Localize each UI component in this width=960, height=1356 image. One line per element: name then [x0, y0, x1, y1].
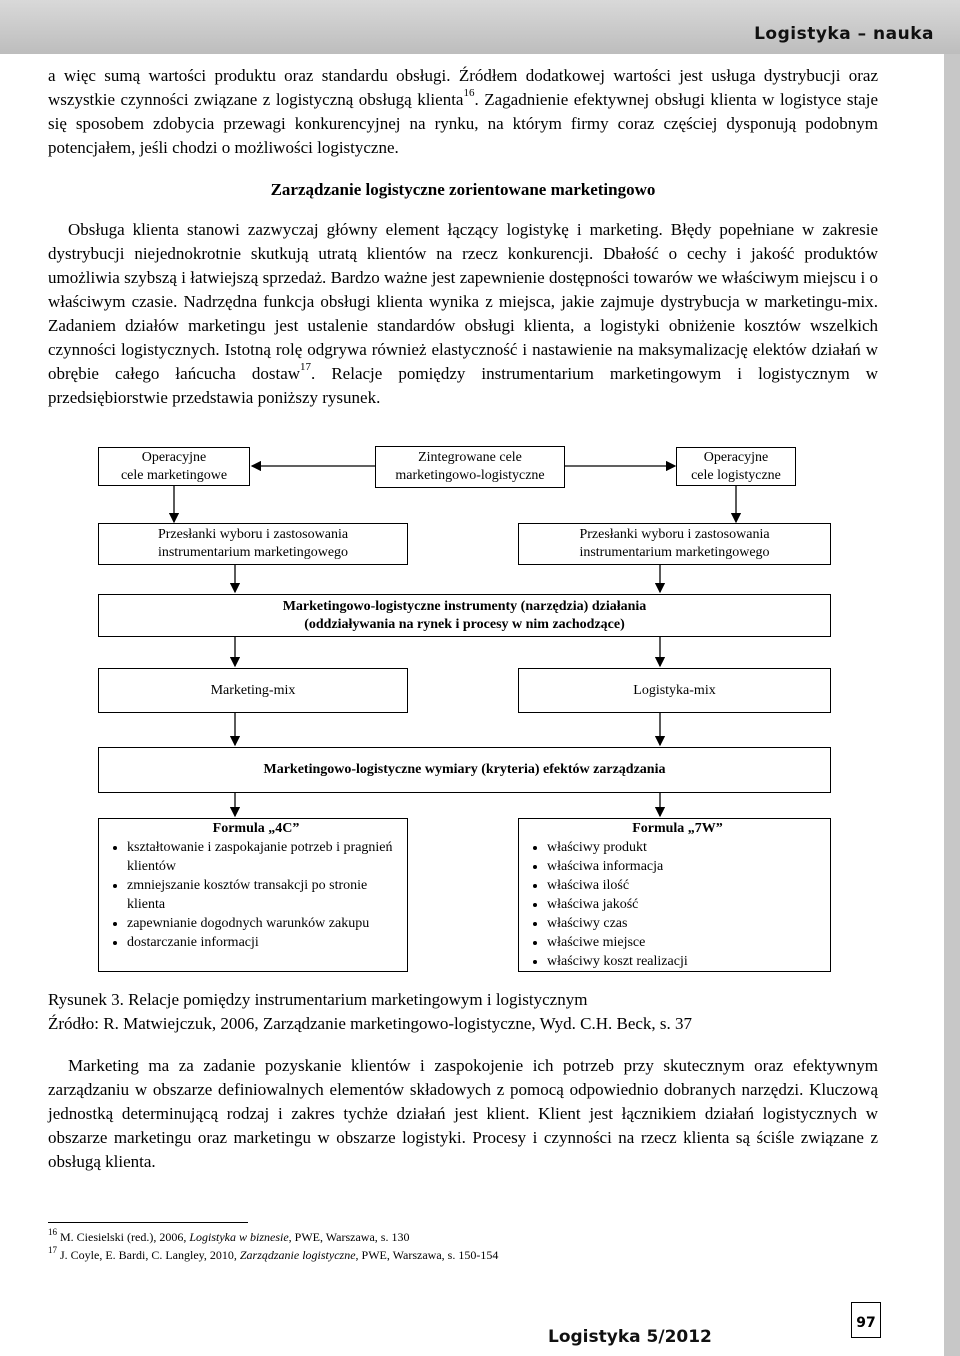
- box-line: Marketingowo-logistyczne wymiary (kryteria) efektów zarządzania: [263, 762, 666, 777]
- footnote-text: , PWE, Warszawa, s. 150-154: [355, 1248, 499, 1262]
- running-title: Logistyka – nauka: [754, 24, 934, 44]
- formula-4c-list: [109, 838, 403, 952]
- paragraph-1-text-b: . Zagadnienie efektywnej obsługi klienta w logistyce staje się sposobem zdobycia przewagi konkurencyjnej na rynku, na którym firmy coraz częściej dysponują podobnym potencjałem, jeśli chodzi o możliwości logistyczne.: [48, 90, 878, 157]
- list-item: • zapewnianie dogodnych warunków zakupu: [127, 914, 403, 933]
- formula-7w-title: Formula „7W”: [632, 821, 723, 836]
- box-line: cele logistyczne: [691, 467, 781, 483]
- figure-caption: [48, 988, 692, 1036]
- box-line: Operacyjne: [703, 449, 769, 465]
- caption-title: Rysunek 3. Relacje pomiędzy instrumentarium marketingowym i logistycznym: [48, 990, 588, 1009]
- box-marketing-mix: [98, 668, 408, 713]
- box-line: Przesłanki wyboru i zastosowania: [157, 527, 349, 542]
- footnote-divider: [48, 1222, 248, 1223]
- page-number: 97: [851, 1302, 881, 1338]
- box-line: Marketingowo-logistyczne instrumenty (narzędzia) działania: [282, 598, 647, 614]
- paragraph-3: Marketing ma za zadanie pozyskanie klientów i zaspokojenie ich potrzeb przy skutecznym oraz efektywnym zarządzaniu w obszarze definiowalnych elementów składowych z pomocą odpowiednio dobranych narzędzi. Kluczową jednostką determinującą rodzaj i zakres tychże działań jest klient. Klient jest łącznikiem działań logistycznych w obszarze marketingu oraz marketingu w obszarze logistyki. Procesy i czynności na rzecz klienta są ściśle związane z obsługą klienta.: [48, 1056, 878, 1171]
- list-item: • właściwy czas: [547, 914, 826, 933]
- footnote-16: [48, 1228, 498, 1246]
- box-logistics-mix: [518, 668, 831, 713]
- list-item: • właściwy koszt realizacji: [547, 952, 826, 971]
- box-line: Operacyjne: [141, 449, 207, 465]
- box-operational-marketing-goals: [98, 447, 250, 486]
- footnote-title: Zarządzanie logistyczne: [239, 1248, 356, 1262]
- box-formula-4c: [98, 818, 408, 972]
- footnote-text: , PWE, Warszawa, s. 130: [288, 1230, 410, 1244]
- list-item: • właściwe miejsce: [547, 933, 826, 952]
- box-line: (oddziaływania na rynek i procesy w nim zachodzące): [304, 616, 625, 632]
- footnote-text: J. Coyle, E. Bardi, C. Langley, 2010,: [57, 1248, 240, 1262]
- formula-7w-list: [529, 838, 826, 971]
- box-line: instrumentarium marketingowego: [579, 545, 770, 560]
- list-item: • właściwa ilość: [547, 876, 826, 895]
- list-item: • zmniejszanie kosztów transakcji po stronie klienta: [127, 876, 403, 914]
- list-item: • dostarczanie informacji: [127, 933, 403, 952]
- list-item: • właściwy produkt: [547, 838, 826, 857]
- section-heading: Zarządzanie logistyczne zorientowane marketingowo: [270, 180, 656, 199]
- formula-4c-title: Formula „4C”: [212, 821, 300, 836]
- footnote-number: 16: [48, 1227, 57, 1237]
- box-line: Logistyka-mix: [633, 682, 716, 698]
- footnote-ref-16: 16: [463, 87, 475, 100]
- paragraph-1-text-a: a więc sumą wartości produktu oraz standardu obsługi. Źródłem dodatkowej wartości jest usługa dystrybucji oraz wszystkie czynności związane z logistyczną obsługą klienta: [48, 66, 878, 109]
- list-item: • właściwa informacja: [547, 857, 826, 876]
- footnote-ref-17: 17: [300, 361, 312, 374]
- caption-source: Źródło: R. Matwiejczuk, 2006, Zarządzanie marketingowo-logistyczne, Wyd. C.H. Beck, s. 37: [48, 1014, 693, 1033]
- journal-footer: Logistyka 5/2012: [548, 1327, 712, 1347]
- footnote-text: M. Ciesielski (red.), 2006,: [57, 1230, 190, 1244]
- box-formula-7w: [518, 818, 831, 972]
- box-instruments: [98, 594, 831, 637]
- box-operational-logistics-goals: [676, 447, 796, 486]
- list-item: • kształtowanie i zaspokajanie potrzeb i pragnień klientów: [127, 838, 403, 876]
- box-premises-marketing: [98, 523, 408, 565]
- box-line: Marketing-mix: [210, 682, 296, 698]
- list-item: • właściwa jakość: [547, 895, 826, 914]
- footnote-title: Logistyka w biznesie: [189, 1230, 289, 1244]
- paragraph-2-text-b: . Relacje pomiędzy instrumentarium marketingowym i logistycznym w przedsiębiorstwie przedstawia poniższy rysunek.: [48, 364, 878, 407]
- box-line: Przesłanki wyboru i zastosowania: [579, 527, 770, 542]
- footnote-17: [48, 1246, 498, 1264]
- box-line: cele marketingowe: [120, 467, 228, 483]
- box-line: Zintegrowane cele: [418, 450, 522, 465]
- box-line: instrumentarium marketingowego: [157, 545, 349, 560]
- footnotes: [48, 1228, 498, 1264]
- box-premises-logistics: [518, 523, 831, 565]
- paragraph-3-container: [48, 1054, 878, 1174]
- box-dimensions: [98, 747, 831, 793]
- box-line: marketingowo-logistyczne: [395, 468, 545, 483]
- footnote-number: 17: [48, 1245, 57, 1255]
- box-integrated-goals: [375, 446, 565, 488]
- paragraph-2-text-a: Obsługa klienta stanowi zazwyczaj główny element łączący logistykę i marketing. Błędy popełniane w zakresie dystrybucji niejednokrotnie skutkują utratą klientów na rzecz konkurencji. Dbałość o cechy i jakość produktów umożliwia szybszą i łatwiejszą sprzedaż. Bardzo ważne jest zapewnienie dostępności towarów we właściwym miejscu i o właściwym czasie. Nadrzędna funkcja obsługi klienta wynika z miejsca, jakie zajmuje dystrybucja w marketingu-mix. Zadaniem działów marketingu jest ustalenie standardów obsługi klienta, a logistyki obniżenie kosztów wszelkich czynności logistycznych. Istotną rolę odgrywa również elastyczność i nastawienie na maksymalizację elektów działań w obrębie całego łańcucha dostaw: [48, 220, 878, 383]
